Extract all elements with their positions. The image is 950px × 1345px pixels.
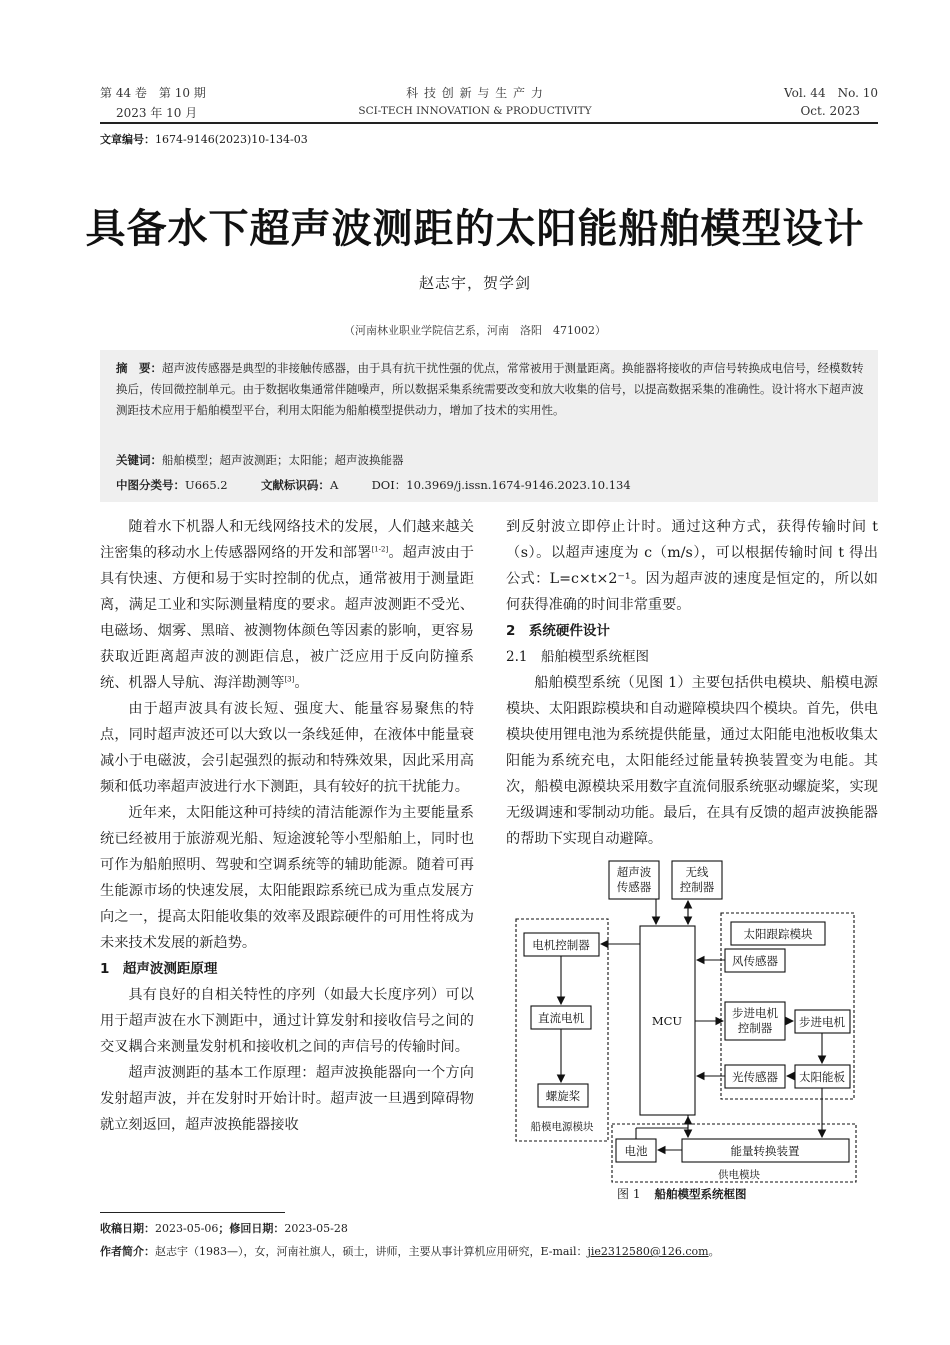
- section-1-heading: 1 超声波测距原理: [100, 961, 218, 977]
- paragraph-principle-cont: 到反射波立即停止计时。通过这种方式，获得传输时间 t（s）。以超声速度为 c（m/s），可以根据传输时间 t 得出公式：L=c×t×2⁻¹。因为超声波的速度是恒定的，所以如何获得准确的时间非常重要。: [506, 519, 878, 613]
- figure-caption: [617, 1185, 746, 1202]
- figure-caption-text: 船舶模型系统框图: [654, 1187, 747, 1201]
- article-number-value: 1674-9146(2023)10-134-03: [155, 133, 308, 146]
- bio-label: 作者简介：: [100, 1245, 155, 1258]
- section-2-heading: 2 系统硬件设计: [506, 623, 610, 639]
- journal-name-cn: 科 技 创 新 与 生 产 力: [406, 86, 544, 100]
- journal-name-en: SCI-TECH INNOVATION & PRODUCTIVITY: [358, 105, 592, 117]
- stepper-controller-label-2: 控制器: [737, 1021, 773, 1035]
- article-number: [100, 131, 308, 147]
- figure-number: 图 1: [617, 1187, 641, 1201]
- author-email-link[interactable]: jie2312580@126.com: [587, 1245, 709, 1258]
- affiliation: （河南林业职业学院信艺系，河南 洛阳 471002）: [344, 324, 606, 337]
- date-en: Oct. 2023: [800, 104, 860, 118]
- wireless-controller-label-1: 无线: [685, 865, 709, 879]
- paragraph-principle: 超声波测距的基本工作原理：超声波换能器向一个方向发射超声波，并在发射时开始计时。超声波一旦遇到障碍物就立刻返回，超声波换能器接收: [100, 1065, 474, 1133]
- paragraph-system: 船舶模型系统（见图 1）主要包括供电模块、船模电源模块、太阳跟踪模块和自动避障模块四个模块。首先，供电模块使用锂电池为系统提供能量，通过太阳能电池板收集太阳能为系统充电，太阳能经过能量转换装置变为电能。其次，船模电源模块采用数字直流伺服系统驱动螺旋桨，实现无级调速和零制动功能。最后，在具有反馈的超声波换能器的帮助下实现自动避障。: [506, 675, 878, 847]
- energy-converter-label: 能量转换装置: [730, 1144, 800, 1158]
- paper-title: 具备水下超声波测距的太阳能船舶模型设计: [85, 206, 865, 252]
- paragraph-intro: [100, 514, 474, 696]
- header-rule: [100, 122, 878, 124]
- system-block-diagram: [512, 858, 862, 1204]
- received-date: 2023-05-06: [155, 1222, 219, 1235]
- wind-sensor-label: 风传感器: [732, 954, 778, 968]
- authors: 赵志宇，贺学剑: [418, 274, 531, 292]
- clc-label: 中图分类号：: [116, 478, 185, 492]
- right-column: [506, 514, 878, 852]
- section-2-1-heading: 2.1 船舶模型系统框图: [506, 649, 649, 665]
- citation-3: [3]: [284, 675, 295, 684]
- volume-issue: 第 44 卷 第 10 期: [100, 86, 206, 100]
- intro-text-c: 。: [294, 675, 309, 691]
- stepper-controller-label-1: 步进电机: [732, 1006, 778, 1020]
- footnote-rule: [100, 1212, 285, 1213]
- paragraph-sequence: 具有良好的自相关特性的序列（如最大长度序列）可以用于超声波在水下测距中，通过计算发射和接收信号之间的交叉耦合来测量发射机和接收机之间的声信号的传输时间。: [100, 987, 474, 1055]
- bio-text: 赵志宇（1983—），女，河南社旗人，硕士，讲师，主要从事计算机应用研究，E-mail：: [155, 1245, 588, 1258]
- abstract-label: 摘 要：: [116, 361, 162, 375]
- power-supply-module-label: 供电模块: [718, 1169, 760, 1181]
- solar-panel-label: 太阳能板: [799, 1070, 845, 1084]
- keywords: [116, 452, 404, 468]
- solar-tracking-label: 太阳跟踪模块: [743, 927, 813, 941]
- keywords-label: 关键词：: [116, 453, 162, 467]
- doi-label: DOI：: [371, 478, 407, 492]
- motor-controller-label: 电机控制器: [532, 938, 590, 952]
- paragraph-ultrasonic: 由于超声波具有波长短、强度大、能量容易聚焦的特点，同时超声波还可以大致以一条线延伸，在液体中能量衰减小于电磁波，会引起强烈的振动和特殊效果，因此采用高频和低功率超声波进行水下测距，具有较好的抗干扰能力。: [100, 701, 474, 795]
- classification-line: [116, 477, 631, 493]
- ultrasonic-sensor-label-1: 超声波: [616, 865, 652, 879]
- ship-power-module-label: 船模电源模块: [530, 1121, 594, 1133]
- bio-end: 。: [708, 1245, 720, 1258]
- intro-text-b: 。超声波由于具有快速、方便和易于实时控制的优点，通常被用于测量距离，满足工业和实际测量精度的要求。超声波测距不受光、电磁场、烟雾、黑暗、被测物体颜色等因素的影响，更容易获取近距离超声波的测距信息，被广泛应用于反向防撞系统、机器人导航、海洋勘测等: [100, 545, 474, 691]
- ultrasonic-sensor-label-2: 传感器: [616, 880, 652, 894]
- left-column: [100, 514, 474, 1138]
- mcu-label: MCU: [651, 1014, 683, 1028]
- citation-1-2: [1-2]: [371, 545, 389, 554]
- received-label: 收稿日期：: [100, 1222, 155, 1235]
- received-dates: [100, 1220, 348, 1236]
- propeller-label: 螺旋桨: [545, 1089, 581, 1103]
- doi-value: 10.3969/j.issn.1674-9146.2023.10.134: [406, 478, 631, 492]
- dc-motor-label: 直流电机: [538, 1011, 584, 1025]
- issue-date: 2023 年 10 月: [116, 106, 198, 120]
- intro-text-a: 随着水下机器人和无线网络技术的发展，人们越来越关注密集的移动水上传感器网络的开发和部署: [100, 519, 474, 561]
- battery-label: 电池: [624, 1144, 648, 1158]
- doc-code-label: 文献标识码：: [260, 478, 330, 492]
- ship-power-module-outline: [516, 919, 608, 1141]
- revised-label: ；修回日期：: [218, 1222, 285, 1235]
- abstract-text: 超声波传感器是典型的非接触传感器，由于具有抗干扰性强的优点，常常被用于测量距离。换能器将接收的声信号转换成电信号，经模数转换后，传回微控制单元。由于数据收集通常伴随噪声，所以数据采集系统需要改变和放大收集的信号，以提高数据采集的准确性。设计将水下超声波测距技术应用于船舶模型平台，利用太阳能为船舶模型提供动力，增加了技术的实用性。: [116, 361, 864, 417]
- revised-date: 2023-05-28: [284, 1222, 348, 1235]
- volume-en: Vol. 44 No. 10: [784, 86, 878, 100]
- article-number-label: 文章编号：: [100, 133, 155, 146]
- paragraph-solar: 近年来，太阳能这种可持续的清洁能源作为主要能量系统已经被用于旅游观光船、短途渡轮等小型船舶上，同时也可作为船舶照明、驾驶和空调系统等的辅助能源。随着可再生能源市场的快速发展，太阳能跟踪系统已成为重点发展方向之一，提高太阳能收集的效率及跟踪硬件的可用性将成为未来技术发展的新趋势。: [100, 805, 474, 951]
- clc-value: U665.2: [185, 478, 228, 492]
- light-sensor-label: 光传感器: [732, 1070, 778, 1084]
- abstract: [116, 358, 868, 421]
- wireless-controller-label-2: 控制器: [679, 880, 715, 894]
- keywords-value: 船舶模型；超声波测距；太阳能；超声波换能器: [162, 453, 404, 467]
- doc-code-value: A: [329, 478, 339, 492]
- stepper-motor-label: 步进电机: [799, 1015, 845, 1029]
- author-bio: [100, 1243, 720, 1259]
